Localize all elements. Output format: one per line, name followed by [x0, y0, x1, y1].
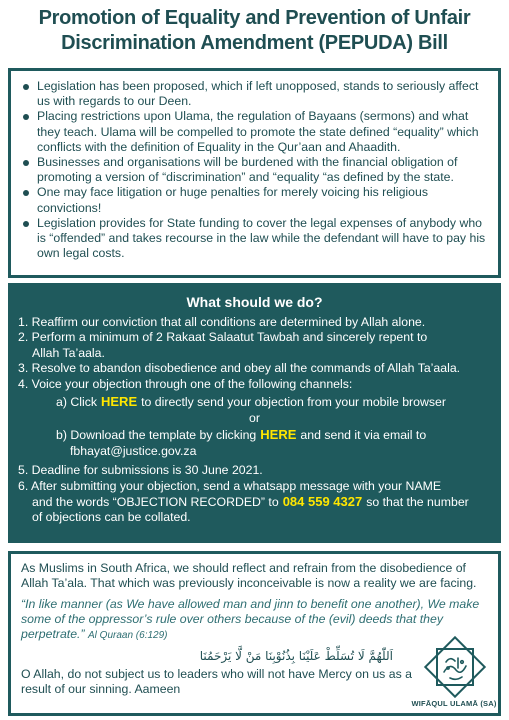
step-1: 1. Reaffirm our conviction that all conditions are determined by Allah alone.: [18, 315, 426, 329]
step-2: 2. Perform a minimum of 2 Rakaat Salaatut Tawbah and sincerely repent to: [18, 330, 428, 345]
option-b: b) Download the template by clicking HERE and send it via email to: [56, 427, 427, 443]
step-6: 6. After submitting your objection, send a whatsapp message with your NAME: [18, 478, 442, 493]
action-steps-cont: [18, 463, 491, 526]
page-title: [0, 6, 509, 56]
email-address[interactable]: fbhayat@justice.gov.za: [70, 443, 197, 458]
objection-link-here[interactable]: HERE: [101, 394, 138, 410]
quran-quote: “In like manner (as We have allowed man and jinn to benefit one another), We make some of the oppressor’s rule over others because of the (evil) deeds that they perpetrate.” Al Quraan (6:129): [21, 597, 480, 641]
or-separator: or: [249, 411, 260, 426]
step-5: 5. Deadline for submissions is 30 June 2021.: [18, 463, 263, 478]
intro-point: Businesses and organisations will be burdened with the financial obligation of promoting a version of “discrimination” and “equality “as defined by the state.: [21, 155, 488, 185]
option-a: a) Click HERE to directly send your objection from your mobile browser: [56, 394, 446, 410]
step-6-end: of objections can be collated.: [32, 510, 191, 525]
template-link-here[interactable]: HERE: [260, 427, 297, 443]
step-2-cont: Allah Ta’aala.: [32, 345, 105, 360]
closing-paragraph: As Muslims in South Africa, we should reflect and refrain from the disobedience of Allah Ta’ala. That which was previously inconceivable is now a reality we are facing.: [21, 561, 477, 591]
step-4: 4. Voice your objection through one of the following channels:: [18, 376, 353, 391]
step-3: 3. Resolve to abandon disobedience and obey all the commands of Allah Ta’aala.: [18, 361, 461, 376]
wifaqul-ulama-emblem-icon: [420, 636, 490, 700]
arabic-dua: اَللّٰهُمَّ لَا تُسَلِّطْ عَلَيْنَا بِذُنُوْبِنَا مَنْ لَّا يَرْحَمُنَا: [199, 649, 393, 664]
intro-panel: [8, 68, 501, 278]
whatsapp-number[interactable]: 084 559 4327: [282, 494, 363, 510]
intro-point: Legislation has been proposed, which if left unopposed, stands to seriously affect us with regards to our Deen.: [21, 79, 488, 109]
action-heading: What should we do?: [186, 294, 323, 310]
intro-point: Legislation provides for State funding to cover the legal expenses of anybody who is “offended” and takes recourse in the law while the defendant will have to pay his own legal costs.: [21, 216, 488, 262]
intro-point: One may face litigation or huge penalties for merely voicing his religious convictions!: [21, 185, 488, 215]
dua-translation: O Allah, do not subject us to leaders who will not have Mercy on us as a result of our sinning. Aameen: [21, 667, 412, 697]
intro-point: Placing restrictions upon Ulama, the regulation of Bayaans (sermons) and what they teach. Ulama will be compelled to promote the state defined “equality” which conflicts with the definition of Equality in the Qur’aan and Ahaadith.: [21, 109, 488, 155]
title-line-1: Promotion of Equality and Prevention of Unfair: [38, 7, 471, 29]
title-line-2: Discrimination Amendment (PEPUDA) Bill: [61, 32, 448, 54]
intro-list: [21, 79, 488, 261]
action-steps: [18, 315, 491, 392]
logo-name: WIFĀQUL ULAMĀ (SA): [411, 699, 497, 708]
quote-reference: Al Quraan (6:129): [88, 629, 168, 641]
step-6-cont: and the words “OBJECTION RECORDED” to 084 559 4327 so that the number: [32, 494, 469, 510]
action-panel: [8, 283, 501, 543]
